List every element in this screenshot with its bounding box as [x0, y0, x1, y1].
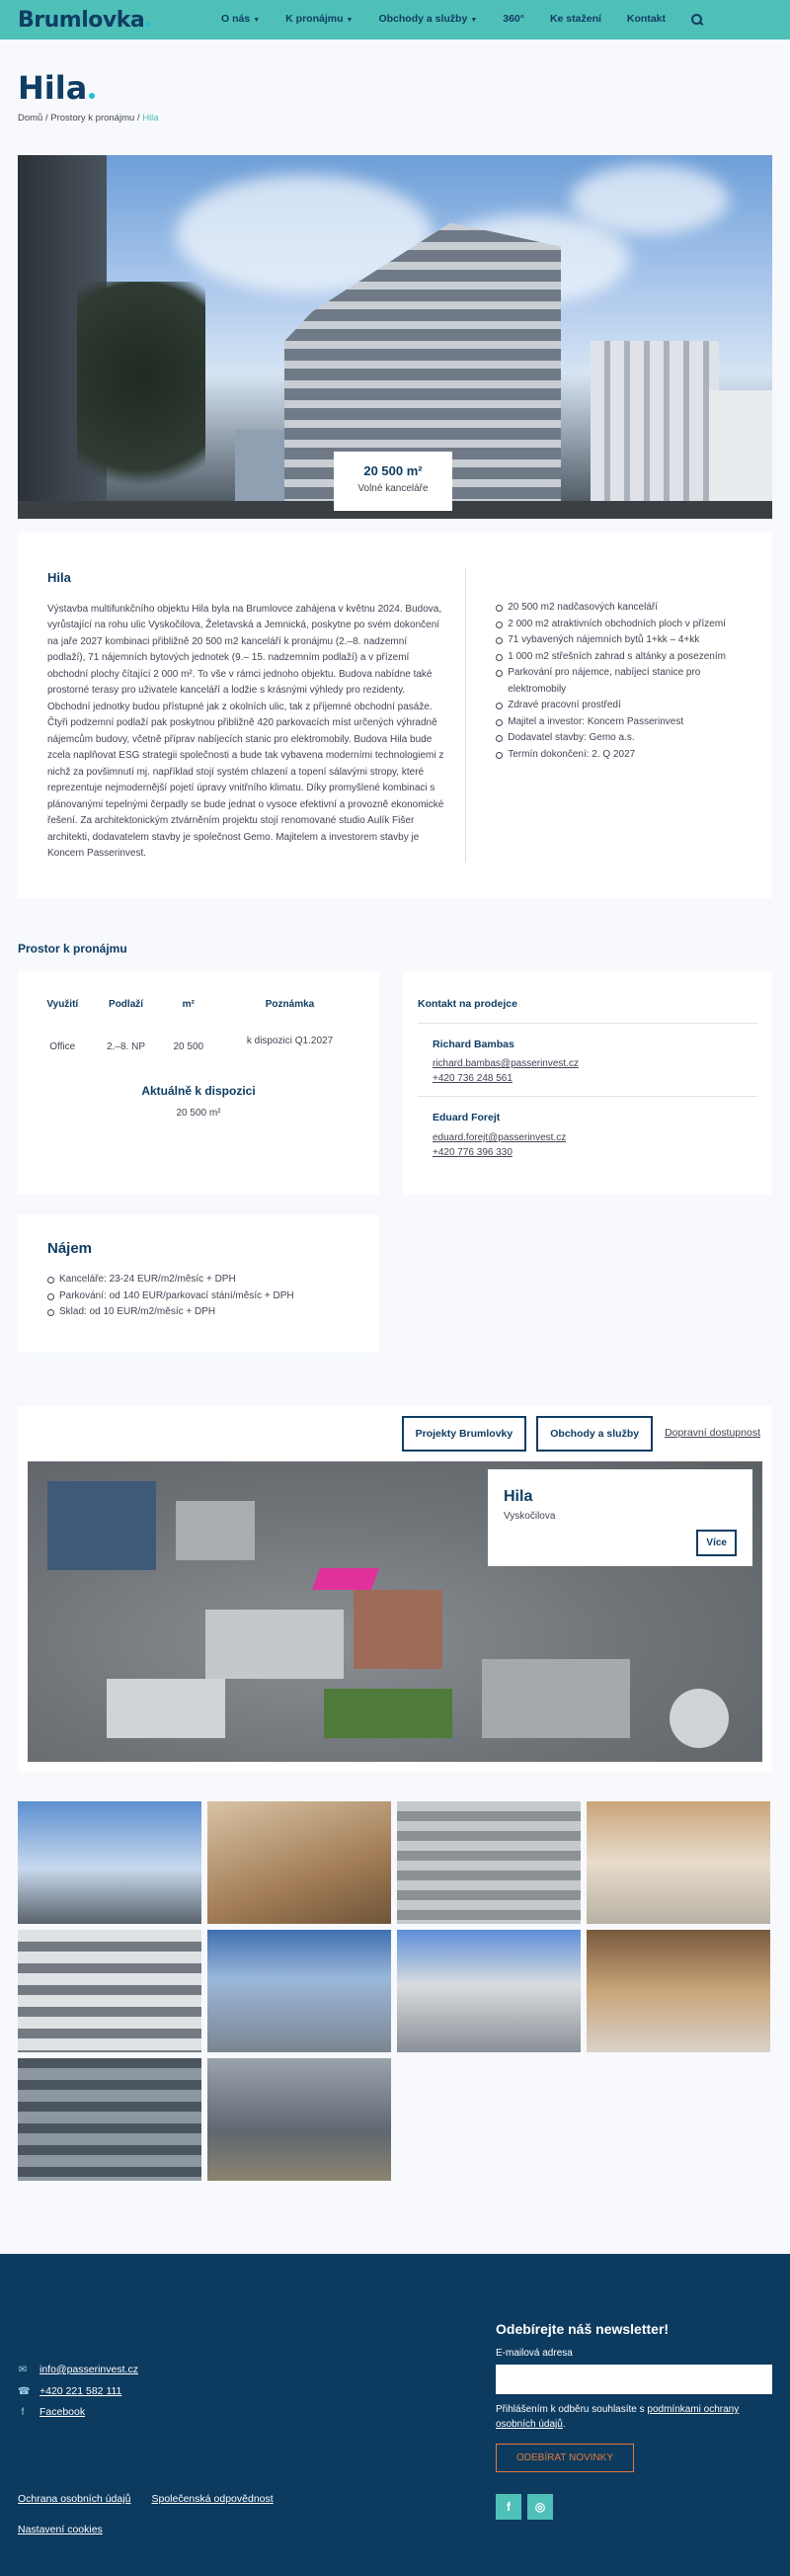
gallery-thumbnail[interactable]	[18, 1930, 201, 2052]
nav-item-k-pronajmu[interactable]: K pronájmu ▼	[285, 13, 354, 26]
newsletter-email-input[interactable]	[496, 2365, 772, 2394]
availability-value: 20 500 m²	[176, 1107, 221, 1119]
tab-obchody-a-sluzby[interactable]: Obchody a služby	[536, 1416, 653, 1452]
breadcrumb-home[interactable]: Domů	[18, 113, 43, 125]
map-info-box	[488, 1469, 752, 1566]
footer-email-link[interactable]: info@passerinvest.cz	[40, 2363, 138, 2375]
chevron-down-icon: ▼	[470, 17, 478, 25]
nav-item-ke-stazeni[interactable]: Ke stažení	[549, 13, 601, 26]
vice-button[interactable]: Více	[696, 1530, 737, 1556]
feature-item: 20 500 m2 nadčasových kanceláří	[496, 600, 743, 617]
feature-item: 71 vybavených nájemních bytů 1+kk – 4+kk	[496, 632, 743, 649]
feature-item: Termín dokončení: 2. Q 2027	[496, 747, 743, 764]
chevron-down-icon: ▼	[253, 17, 261, 25]
hero-area-badge	[334, 452, 452, 511]
gallery-thumbnail[interactable]	[587, 1801, 770, 1924]
privacy-terms-link[interactable]: podmínkami ochrany osobních údajů	[496, 2403, 740, 2430]
feature-item: Parkování pro nájemce, nabíjecí stanice pro elektromobily	[496, 665, 743, 698]
footer-link-cookies[interactable]: Nastavení cookies	[18, 2523, 103, 2535]
breadcrumb: Domů / Prostory k pronájmu / Hila	[18, 113, 159, 125]
map-info-title: Hila	[504, 1487, 533, 1505]
footer-contact-email	[18, 2363, 138, 2378]
gallery-thumbnail[interactable]	[18, 1801, 201, 1924]
instagram-icon[interactable]: ◎	[527, 2494, 553, 2520]
facebook-icon[interactable]: f	[496, 2494, 521, 2520]
table-header: Podlaží	[109, 998, 144, 1010]
search-icon[interactable]	[691, 14, 703, 26]
rent-heading: Nájem	[47, 1239, 93, 1257]
feature-item: Dodavatel stavby: Gemo a.s.	[496, 730, 743, 747]
phone-icon: ☎	[18, 2385, 31, 2397]
facebook-icon: f	[21, 2407, 25, 2419]
nav-item-360[interactable]: 360°	[503, 13, 524, 26]
page-title: Hila	[18, 71, 772, 106]
description-paragraph: Výstavba multifunkčního objektu Hila byla na Brumlovce zahájena v květnu 2024. Budova, vyrůstající na rohu ulic Vyskočilova, Želetavská a Jemnická, poskytne po svém dokončení na jaře 2027 kombinaci přibližně 20 500 m2 kanceláří k pronájmu (2.–8. nadzemní podlaží), 71 nájemních bytových jednotek (9.– 15. nadzemním podlaží) a v přízemí obchodní plochy čítající 2 000 m². To vše v rámci jednoho objektu. Budova nabídne také prostorné terasy pro uživatele kanceláří a lodžie s krásnými výhledy pro rezidenty. Obchodní jednotky budou přístupné jak z okolních ulic, tak z příjemné obchodní pasáže. Čtyři podzemní podlaží pak poskytnou přibližně 420 parkovacích míst určených výhradně nájemcům budovy, včetně příprav nabíjecích stanic pro elektromobily. Budova Hila bude zcela naplňovat ESG strategii společnosti a bude tak vybavena moderními technologiemi z nichž za povšimnutí mj. například stojí systém chlazení a topení sálavými stropy, které reprezentuje nejmodernější pojetí úpravy vnitřního klimatu. Díky promyšlené kombinaci s plánovanými tepelnými čerpadly se bude jednat o vysoce efektivní a provozně ekonomické řešení. Za architektonickým ztvárněním projektu stojí renomované studio Aulík Fišer architekti, dodavatelem stavby je společnost Gemo. Majitelem a investorem stavby je Koncern Passerinvest.	[47, 603, 444, 860]
nav-item-kontakt[interactable]: Kontakt	[626, 13, 666, 26]
contact-person	[418, 1107, 757, 1170]
brumlovka-logo[interactable]: Brumlovka.	[18, 7, 153, 33]
rent-item: Kanceláře: 23-24 EUR/m2/měsíc + DPH	[47, 1272, 350, 1288]
hero-area-label: Volné kanceláře	[357, 482, 429, 494]
table-cell: 20 500	[173, 1040, 204, 1052]
rent-card	[18, 1214, 379, 1353]
features-list	[496, 600, 743, 763]
subscribe-button[interactable]: ODEBÍRAT NOVINKY	[496, 2444, 634, 2472]
rent-item: Parkování: od 140 EUR/parkovací stání/měsíc + DPH	[47, 1288, 350, 1305]
site-footer	[0, 2254, 790, 2576]
description-card	[18, 533, 772, 898]
envelope-icon: ✉	[18, 2364, 28, 2375]
map-info-subtitle: Vyskočilova	[504, 1510, 556, 1522]
table-header: Poznámka	[265, 998, 315, 1010]
availability-label: Aktuálně k dispozici	[141, 1083, 256, 1098]
footer-link-responsibility[interactable]: Společenská odpovědnost	[151, 2492, 274, 2505]
footer-link-privacy[interactable]: Ochrana osobních údajů	[18, 2492, 131, 2505]
site-header	[0, 0, 790, 40]
nav-item-obchody[interactable]: Obchody a služby ▼	[378, 13, 478, 26]
gallery-thumbnail[interactable]	[587, 1930, 770, 2052]
contact-name: Eduard Forejt	[433, 1112, 501, 1124]
gallery-thumbnail[interactable]	[18, 2058, 201, 2181]
contact-phone-link[interactable]: +420 736 248 561	[433, 1073, 513, 1085]
social-links	[496, 2494, 772, 2520]
breadcrumb-prostory[interactable]: Prostory k pronájmu	[50, 113, 135, 125]
rental-table	[34, 993, 363, 1060]
hero-image	[18, 155, 772, 519]
footer-phone-link[interactable]: +420 221 582 111	[40, 2384, 122, 2397]
description-heading: Hila	[47, 570, 71, 586]
nav-item-o-nas[interactable]: O nás ▼	[221, 13, 261, 26]
map-tabs	[28, 1416, 762, 1461]
feature-item: 2 000 m2 atraktivních obchodních ploch v přízemí	[496, 617, 743, 633]
footer-contacts	[18, 2363, 138, 2427]
rent-item: Sklad: od 10 EUR/m2/měsíc + DPH	[47, 1304, 350, 1321]
contact-person	[418, 1034, 757, 1098]
hila-map-highlight[interactable]	[312, 1568, 379, 1590]
email-field-label: E-mailová adresa	[496, 2347, 573, 2359]
newsletter-consent: Přihlášením k odběru souhlasíte s podmínkami ochrany osobních údajů.	[496, 2403, 740, 2430]
breadcrumb-current: Hila	[142, 113, 159, 125]
title-area	[0, 40, 790, 139]
dopravni-dostupnost-link[interactable]: Dopravní dostupnost	[665, 1427, 760, 1440]
hero-area-value: 20 500 m²	[363, 463, 423, 479]
gallery-thumbnail[interactable]	[397, 1801, 581, 1924]
footer-facebook-link[interactable]: Facebook	[40, 2406, 86, 2419]
contact-email-link[interactable]: eduard.forejt@passerinvest.cz	[433, 1132, 567, 1144]
map-card	[18, 1406, 772, 1772]
chevron-down-icon: ▼	[346, 17, 354, 25]
table-header: m²	[182, 998, 195, 1010]
table-cell: Office	[49, 1040, 76, 1052]
newsletter-form	[496, 2319, 772, 2520]
aerial-map[interactable]	[28, 1461, 762, 1762]
contact-email-link[interactable]: richard.bambas@passerinvest.cz	[433, 1058, 579, 1070]
rent-list	[47, 1272, 350, 1321]
contact-heading: Kontakt na prodejce	[418, 997, 757, 1024]
rental-table-card	[18, 971, 379, 1195]
rental-section-title: Prostor k pronájmu	[18, 941, 127, 956]
contact-name: Richard Bambas	[433, 1038, 514, 1050]
feature-item: Zdravé pracovní prostředí	[496, 698, 743, 714]
description-text-column	[47, 568, 466, 863]
contact-phone-link[interactable]: +420 776 396 330	[433, 1147, 513, 1159]
features-column	[466, 568, 743, 863]
newsletter-title: Odebírejte náš newsletter!	[496, 2320, 670, 2337]
feature-item: Majitel a investor: Koncern Passerinvest	[496, 714, 743, 731]
footer-links	[18, 2491, 291, 2538]
gallery-thumbnail[interactable]	[397, 1930, 581, 2052]
main-nav	[221, 12, 703, 28]
table-header: Využití	[46, 998, 79, 1010]
availability	[34, 1082, 363, 1121]
gallery-thumbnail[interactable]	[207, 2058, 391, 2181]
footer-contact-facebook	[18, 2405, 138, 2421]
photo-gallery	[18, 1801, 772, 2181]
table-row	[34, 1028, 363, 1060]
feature-item: 1 000 m2 střešních zahrad s altánky a posezením	[496, 649, 743, 666]
table-cell: k dispozici Q1.2027	[246, 1035, 334, 1046]
rental-row	[18, 971, 772, 1195]
table-cell: 2.–8. NP	[107, 1040, 145, 1052]
contact-card	[403, 971, 772, 1195]
gallery-thumbnail[interactable]	[207, 1930, 391, 2052]
footer-contact-phone	[18, 2384, 138, 2400]
tab-projekty-brumlovky[interactable]: Projekty Brumlovky	[402, 1416, 527, 1452]
gallery-thumbnail[interactable]	[207, 1801, 391, 1924]
